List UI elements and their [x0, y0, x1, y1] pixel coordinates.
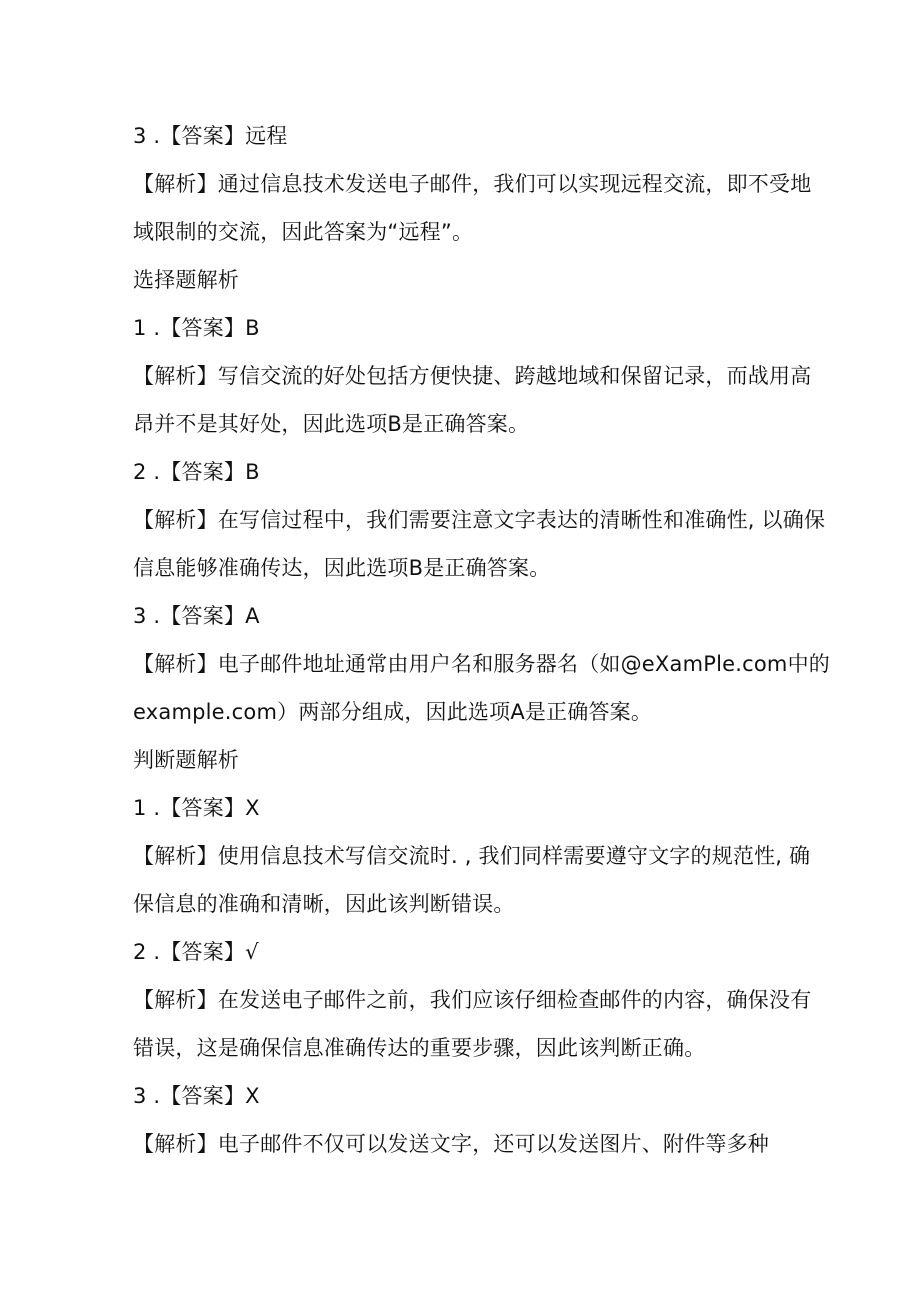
answer-line: 2 .【答案】B: [133, 460, 260, 484]
explanation-line: 【解析】电子邮件不仅可以发送文字，还可以发送图片、附件等多种: [133, 1132, 769, 1156]
explanation-line: 【解析】使用信息技术写信交流时. , 我们同样需要遵守文字的规范性, 确: [133, 844, 811, 868]
answer-line: 3 .【答案】远程: [133, 124, 288, 148]
explanation-line: 昂并不是其好处，因此选项B是正确答案。: [133, 412, 530, 436]
explanation-line: 保信息的准确和清晰，因此该判断错误。: [133, 892, 515, 916]
document-body: [133, 112, 830, 1168]
answer-line: 1 .【答案】B: [133, 316, 260, 340]
explanation-line: 【解析】在写信过程中，我们需要注意文字表达的清晰性和准确性, 以确保: [133, 508, 826, 532]
explanation-line: 错误，这是确保信息准确传达的重要步骤，因此该判断正确。: [133, 1036, 706, 1060]
section-heading: 判断题解析: [133, 748, 239, 772]
answer-line: 1 .【答案】X: [133, 796, 260, 820]
explanation-line: 【解析】通过信息技术发送电子邮件，我们可以实现远程交流，即不受地: [133, 172, 812, 196]
explanation-line: 信息能够准确传达，因此选项B是正确答案。: [133, 556, 551, 580]
explanation-line: example.com）两部分组成，因此选项A是正确答案。: [133, 700, 653, 724]
explanation-line: 【解析】在发送电子邮件之前，我们应该仔细检查邮件的内容，确保没有: [133, 988, 812, 1012]
answer-line: 3 .【答案】X: [133, 1084, 260, 1108]
explanation-line: 【解析】电子邮件地址通常由用户名和服务器名（如@eXamPle.com中的: [133, 652, 830, 676]
answer-line: 2 .【答案】√: [133, 940, 259, 964]
section-heading: 选择题解析: [133, 268, 239, 292]
explanation-line: 域限制的交流，因此答案为“远程”。: [133, 220, 474, 244]
explanation-line: 【解析】写信交流的好处包括方便快捷、跨越地域和保留记录，而战用高: [133, 364, 812, 388]
answer-line: 3 .【答案】A: [133, 604, 260, 628]
